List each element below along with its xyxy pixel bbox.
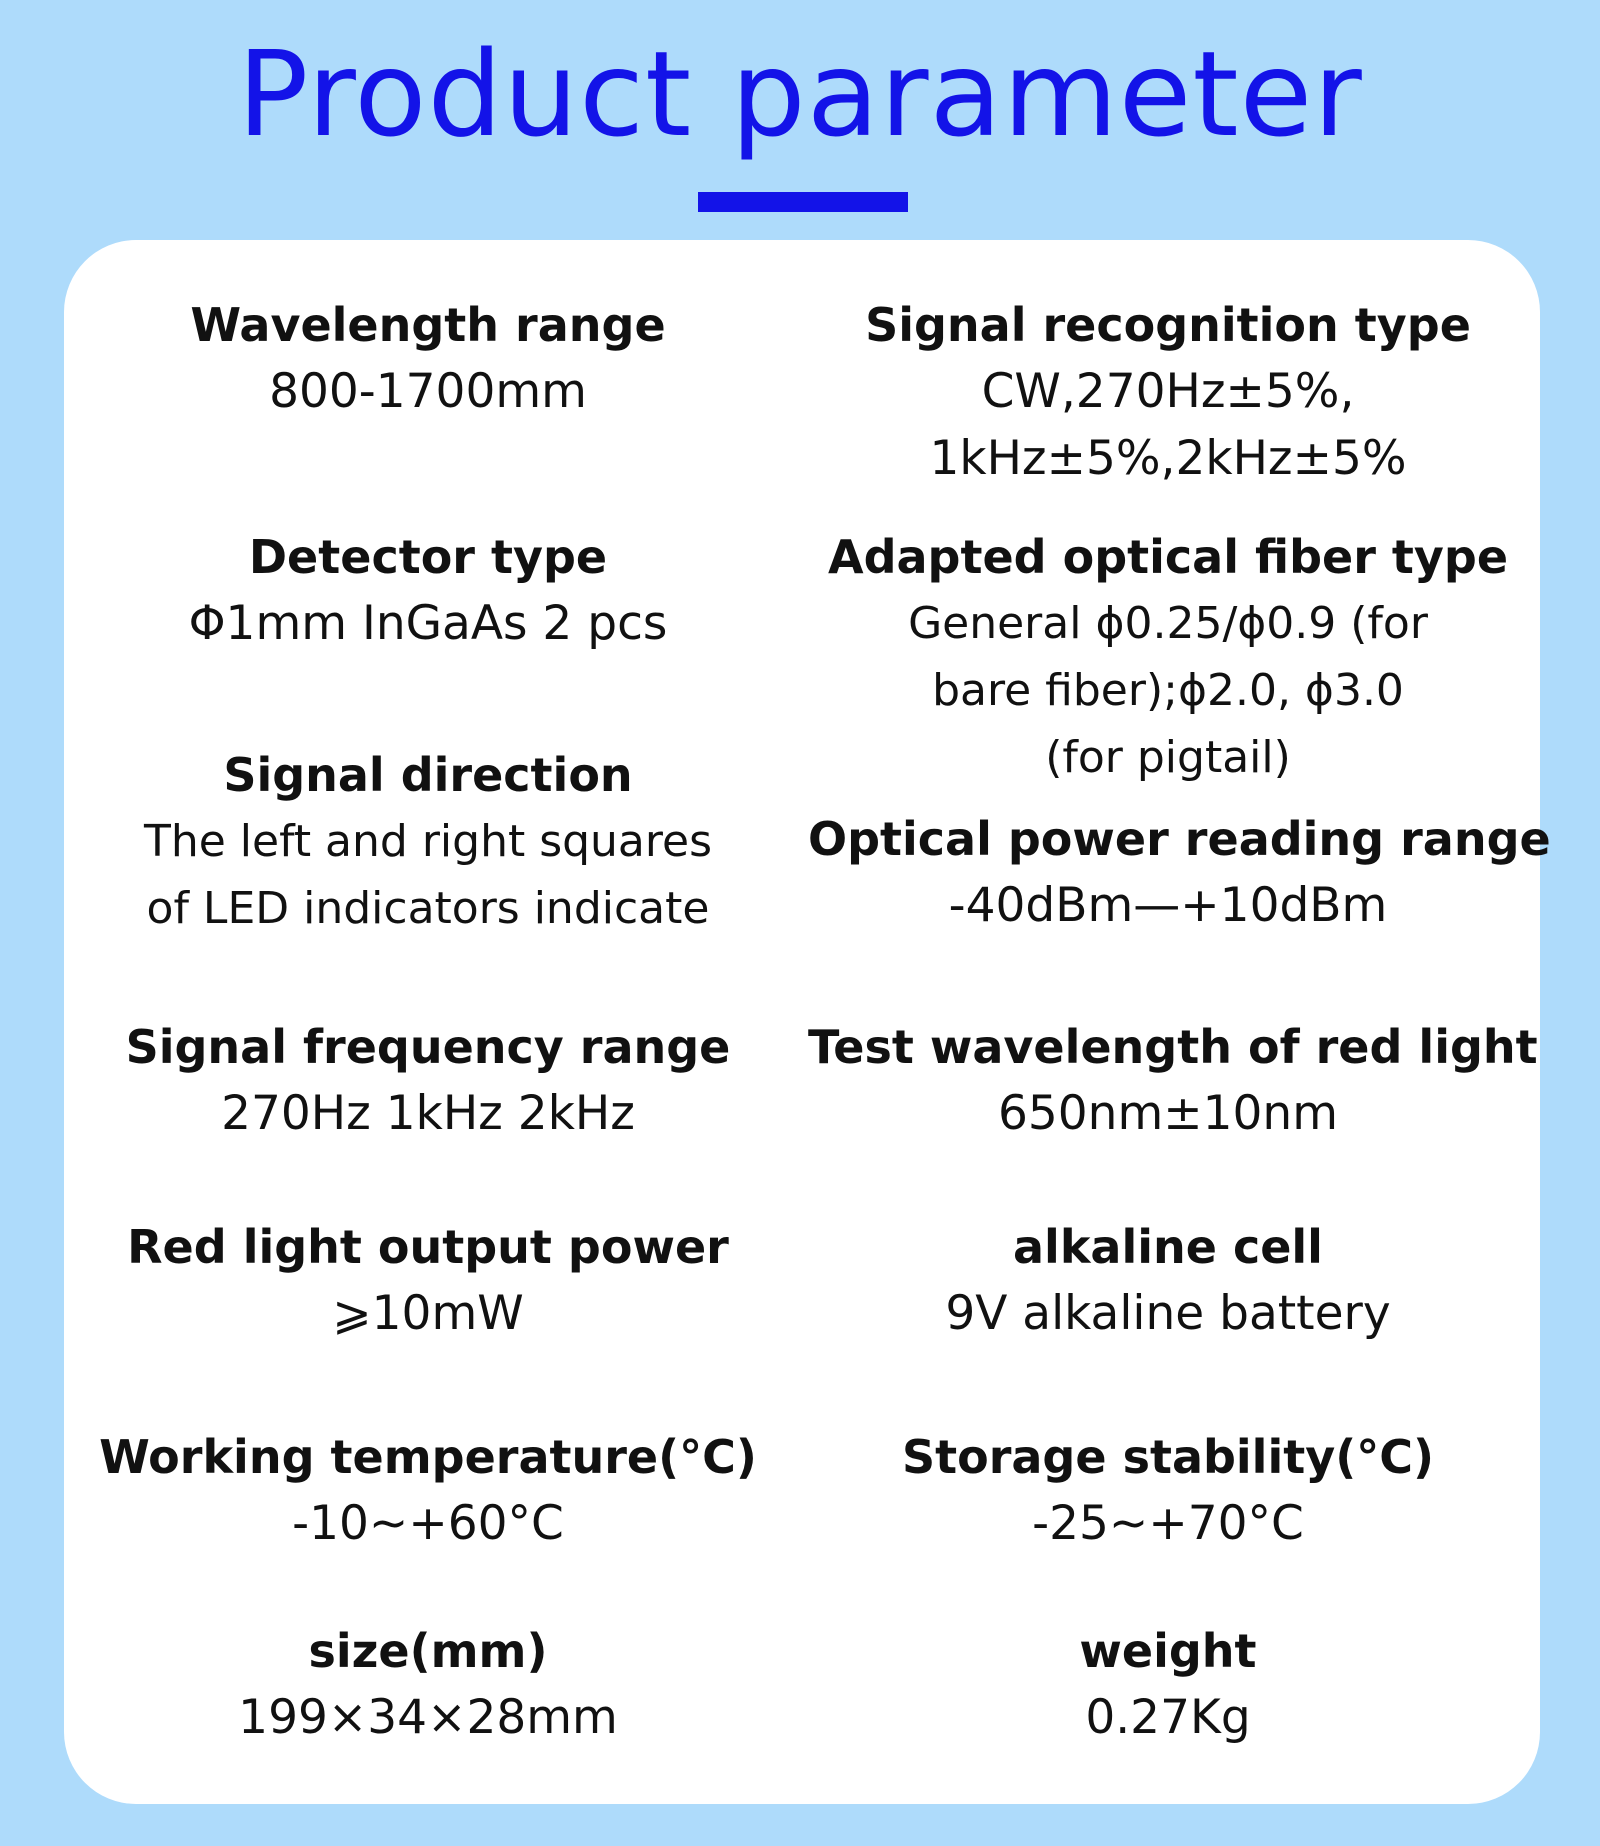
param-label: Test wavelength of red light bbox=[808, 1020, 1538, 1074]
page-title: Product parameter bbox=[237, 25, 1363, 163]
param-value: ⩾10mW bbox=[332, 1286, 524, 1341]
title-underline bbox=[698, 192, 908, 212]
param-value: 199×34×28mm bbox=[238, 1690, 618, 1745]
param-label: weight bbox=[1079, 1624, 1257, 1678]
param-value: CW,270Hz±5%, 1kHz±5%,2kHz±5% bbox=[929, 364, 1407, 486]
param-label: Optical power reading range bbox=[808, 812, 1551, 866]
param-value: -25~+70°C bbox=[1032, 1496, 1304, 1551]
param-value: 0.27Kg bbox=[1085, 1690, 1251, 1745]
param-label: Detector type bbox=[248, 530, 608, 584]
param-label: alkaline cell bbox=[1013, 1220, 1323, 1274]
param-label: Wavelength range bbox=[190, 298, 666, 352]
param-optical-power-reading-range bbox=[808, 806, 1551, 939]
param-value: -40dBm—+10dBm bbox=[948, 878, 1388, 933]
param-value: 650nm±10nm bbox=[997, 1086, 1339, 1141]
param-weight bbox=[808, 1618, 1528, 1751]
param-label: Storage stability(°C) bbox=[901, 1430, 1434, 1484]
param-detector-type bbox=[68, 524, 788, 657]
param-label: Adapted optical fiber type bbox=[827, 530, 1509, 584]
param-label: Working temperature(°C) bbox=[99, 1430, 757, 1484]
param-size bbox=[68, 1618, 788, 1751]
param-label: Signal direction bbox=[223, 748, 633, 802]
param-alkaline-cell bbox=[808, 1214, 1528, 1347]
param-value: Φ1mm InGaAs 2 pcs bbox=[188, 596, 668, 651]
param-storage-stability bbox=[808, 1424, 1528, 1557]
param-value: -10~+60°C bbox=[292, 1496, 564, 1551]
param-red-light-output-power bbox=[68, 1214, 788, 1347]
param-signal-recognition-type bbox=[808, 292, 1528, 492]
param-wavelength-range bbox=[68, 292, 788, 425]
param-label: Signal recognition type bbox=[865, 298, 1471, 352]
param-label: Signal frequency range bbox=[125, 1020, 731, 1074]
param-label: Red light output power bbox=[127, 1220, 729, 1274]
param-value: 800-1700mm bbox=[269, 364, 587, 419]
param-signal-frequency-range bbox=[68, 1014, 788, 1147]
param-signal-direction bbox=[68, 742, 788, 942]
param-test-wavelength-red-light bbox=[808, 1014, 1538, 1147]
param-label: size(mm) bbox=[308, 1624, 548, 1678]
param-working-temperature bbox=[68, 1424, 788, 1557]
param-value: 270Hz 1kHz 2kHz bbox=[221, 1086, 635, 1141]
param-value: General ϕ0.25/ϕ0.9 (for bare fiber);ϕ2.0, ϕ3.0 (for pigtail) bbox=[908, 598, 1428, 783]
param-value: 9V alkaline battery bbox=[945, 1286, 1391, 1341]
param-adapted-optical-fiber-type bbox=[808, 524, 1528, 791]
param-value: The left and right squares of LED indicators indicate bbox=[143, 816, 713, 934]
